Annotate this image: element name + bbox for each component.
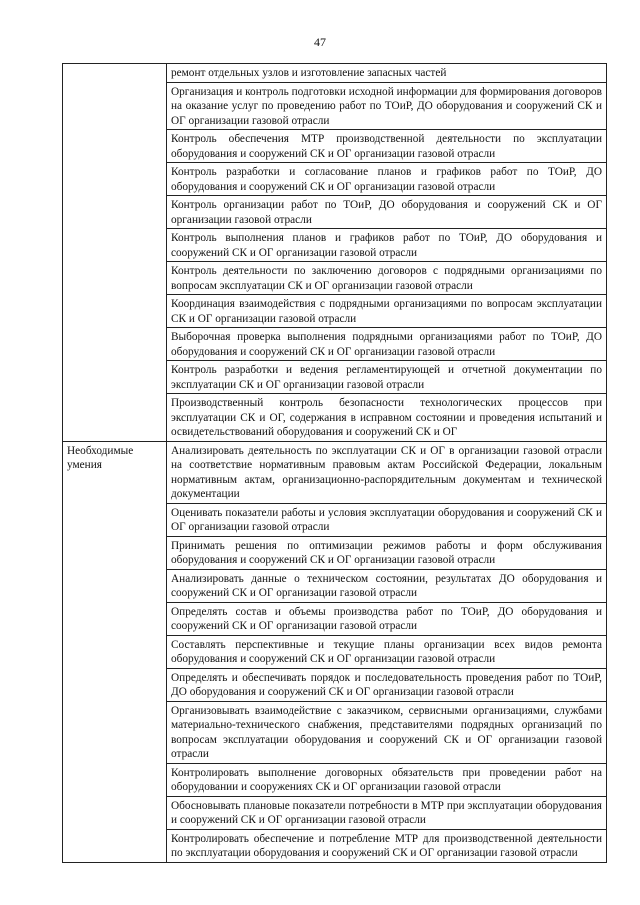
table-cell: Контроль организации работ по ТОиР, ДО оборудования и сооружений СК и ОГ организации газовой отрасли bbox=[167, 196, 607, 229]
table-cell: Контролировать выполнение договорных обязательств при проведении работ на оборудовании и сооружениях СК и ОГ организации газовой отрасли bbox=[167, 763, 607, 796]
table-cell: Контроль разработки и ведения регламентирующей и отчетной документации по эксплуатации СК и ОГ организации газовой отрасли bbox=[167, 361, 607, 394]
table-cell: Организация и контроль подготовки исходной информации для формирования договоров на оказание услуг по проведению работ по ТОиР, ДО оборудования и сооружений СК и ОГ организации газовой отрасли bbox=[167, 82, 607, 130]
table-cell: Принимать решения по оптимизации режимов работы и форм обслуживания оборудования и сооружений СК и ОГ организации газовой отрасли bbox=[167, 536, 607, 569]
table-row bbox=[63, 441, 607, 503]
table-cell: ремонт отдельных узлов и изготовление запасных частей bbox=[167, 64, 607, 83]
table-cell: Контроль разработки и согласование планов и графиков работ по ТОиР, ДО оборудования и сооружений СК и ОГ организации газовой отрасли bbox=[167, 163, 607, 196]
table-cell: Контролировать обеспечение и потребление МТР для производственной деятельности по эксплуатации оборудования и сооружений СК и ОГ организации газовой отрасли bbox=[167, 829, 607, 862]
row-label-skills: Необходимые умения bbox=[63, 441, 167, 862]
table-cell: Обосновывать плановые показатели потребности в МТР при эксплуатации оборудования и сооружений СК и ОГ организации газовой отрасли bbox=[167, 796, 607, 829]
table-cell: Определять и обеспечивать порядок и последовательность проведения работ по ТОиР, ДО оборудования и сооружений СК и ОГ организации газовой отрасли bbox=[167, 668, 607, 701]
table-cell: Анализировать деятельность по эксплуатации СК и ОГ в организации газовой отрасли на соответствие нормативным правовым актам Российской Федерации, локальным нормативным актам, организационно-распорядительным документам и технической документации bbox=[167, 441, 607, 503]
table-cell: Выборочная проверка выполнения подрядными организациями работ по ТОиР, ДО оборудования и сооружений СК и ОГ организации газовой отрасли bbox=[167, 328, 607, 361]
requirements-table bbox=[62, 63, 607, 863]
page-number: 47 bbox=[314, 35, 326, 49]
table-cell: Составлять перспективные и текущие планы организации всех видов ремонта оборудования и сооружений СК и ОГ организации газовой отрасли bbox=[167, 635, 607, 668]
table-cell: Оценивать показатели работы и условия эксплуатации оборудования и сооружений СК и ОГ организации газовой отрасли bbox=[167, 503, 607, 536]
table-cell: Контроль деятельности по заключению договоров с подрядными организациями по вопросам эксплуатации СК и ОГ организации газовой отрасли bbox=[167, 262, 607, 295]
table-cell: Организовывать взаимодействие с заказчиком, сервисными организациями, службами материально-технического снабжения, представителями подрядных организаций по вопросам эксплуатации оборудования и сооружений СК и ОГ организации газовой отрасли bbox=[167, 701, 607, 763]
table-row bbox=[63, 64, 607, 83]
table-cell: Контроль выполнения планов и графиков работ по ТОиР, ДО оборудования и сооружений СК и ОГ организации газовой отрасли bbox=[167, 229, 607, 262]
row-label-cell bbox=[63, 64, 167, 442]
table-cell: Производственный контроль безопасности технологических процессов при эксплуатации СК и ОГ, содержания в исправном состоянии и проведения испытаний и освидетельствований оборудования и сооружений СК и ОГ bbox=[167, 394, 607, 442]
table-cell: Определять состав и объемы производства работ по ТОиР, ДО оборудования и сооружений СК и ОГ организации газовой отрасли bbox=[167, 602, 607, 635]
table-cell: Координация взаимодействия с подрядными организациями по вопросам эксплуатации СК и ОГ организации газовой отрасли bbox=[167, 295, 607, 328]
table-cell: Контроль обеспечения МТР производственной деятельности по эксплуатации оборудования и сооружений СК и ОГ организации газовой отрасли bbox=[167, 130, 607, 163]
table-cell: Анализировать данные о техническом состоянии, результатах ДО оборудования и сооружений СК и ОГ организации газовой отрасли bbox=[167, 569, 607, 602]
